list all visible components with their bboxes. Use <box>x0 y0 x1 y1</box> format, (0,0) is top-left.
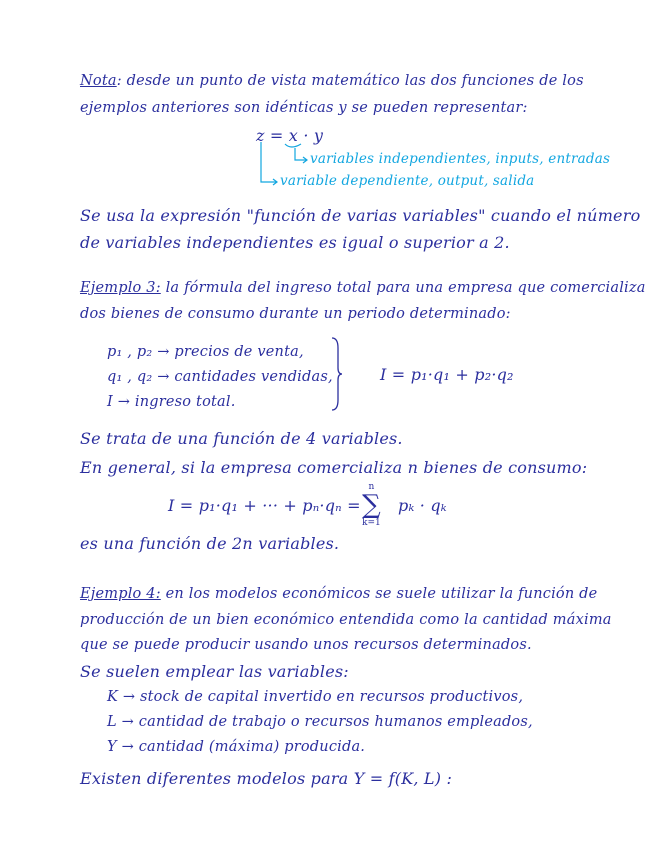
summation <box>362 482 381 528</box>
ej3-line-4: En general, si la empresa comercializa n bienes de consumo: <box>80 458 588 477</box>
ej3-text-1: la fórmula del ingreso total para una empresa que comercializa <box>160 280 646 296</box>
uso-line-2: de variables independientes es igual o superior a 2. <box>80 233 510 252</box>
arrow-text-independent: variables independientes, inputs, entradas <box>310 151 611 167</box>
ej4-list-item-3: Y → cantidad (máxima) producida. <box>107 739 366 755</box>
sum-lower-limit: k=1 <box>362 518 381 528</box>
ej4-line-5: Existen diferentes modelos para Y = f(K, L) : <box>80 769 453 788</box>
ej4-label: Ejemplo 4: <box>80 586 161 602</box>
ej3-list-item-2: q₁ , q₂ → cantidades vendidas, <box>107 369 333 385</box>
ej3-line-5: es una función de 2n variables. <box>80 534 340 553</box>
arrow-text-dependent: variable dependiente, output, salida <box>280 173 535 189</box>
ej3-line-3: Se trata de una función de 4 variables. <box>80 429 403 448</box>
ej3-list-item-3: I → ingreso total. <box>107 394 236 410</box>
nota-formula: z = x · y <box>256 126 324 145</box>
ej3-line-2: dos bienes de consumo durante un periodo determinado: <box>80 306 511 322</box>
ej4-text-1: en los modelos económicos se suele utilizar la función de <box>160 586 598 602</box>
nota-label: Nota <box>80 73 117 89</box>
uso-line-1: Se usa la expresión "función de varias variables" cuando el número <box>80 206 641 225</box>
ej3-label: Ejemplo 3: <box>80 280 161 296</box>
ej4-line-1 <box>80 586 597 602</box>
right-brace <box>330 336 344 412</box>
ej3-formula: I = p₁·q₁ + p₂·q₂ <box>380 365 514 384</box>
ej4-list-item-2: L → cantidad de trabajo o recursos humanos empleados, <box>107 714 533 730</box>
ej3-line-1 <box>80 280 646 296</box>
nota-line-2: ejemplos anteriores son idénticas y se pueden representar: <box>80 100 528 116</box>
ej4-line-4: Se suelen emplear las variables: <box>80 662 349 681</box>
ej3-list-item-1: p₁ , p₂ → precios de venta, <box>107 344 304 360</box>
sum-term: pₖ · qₖ <box>398 496 447 515</box>
ej4-line-2: producción de un bien económico entendida como la cantidad máxima <box>80 612 612 628</box>
nota-line-1 <box>80 73 584 89</box>
ej3-general-formula: I = p₁·q₁ + ··· + pₙ·qₙ = <box>168 496 361 515</box>
sum-upper-limit: n <box>368 482 375 492</box>
ej4-list-item-1: K → stock de capital invertido en recursos productivos, <box>107 689 524 705</box>
nota-text-1: : desde un punto de vista matemático las dos funciones de los <box>116 73 584 89</box>
sum-symbol: ∑ <box>362 490 381 520</box>
ej4-line-3: que se puede producir usando unos recursos determinados. <box>80 637 532 653</box>
